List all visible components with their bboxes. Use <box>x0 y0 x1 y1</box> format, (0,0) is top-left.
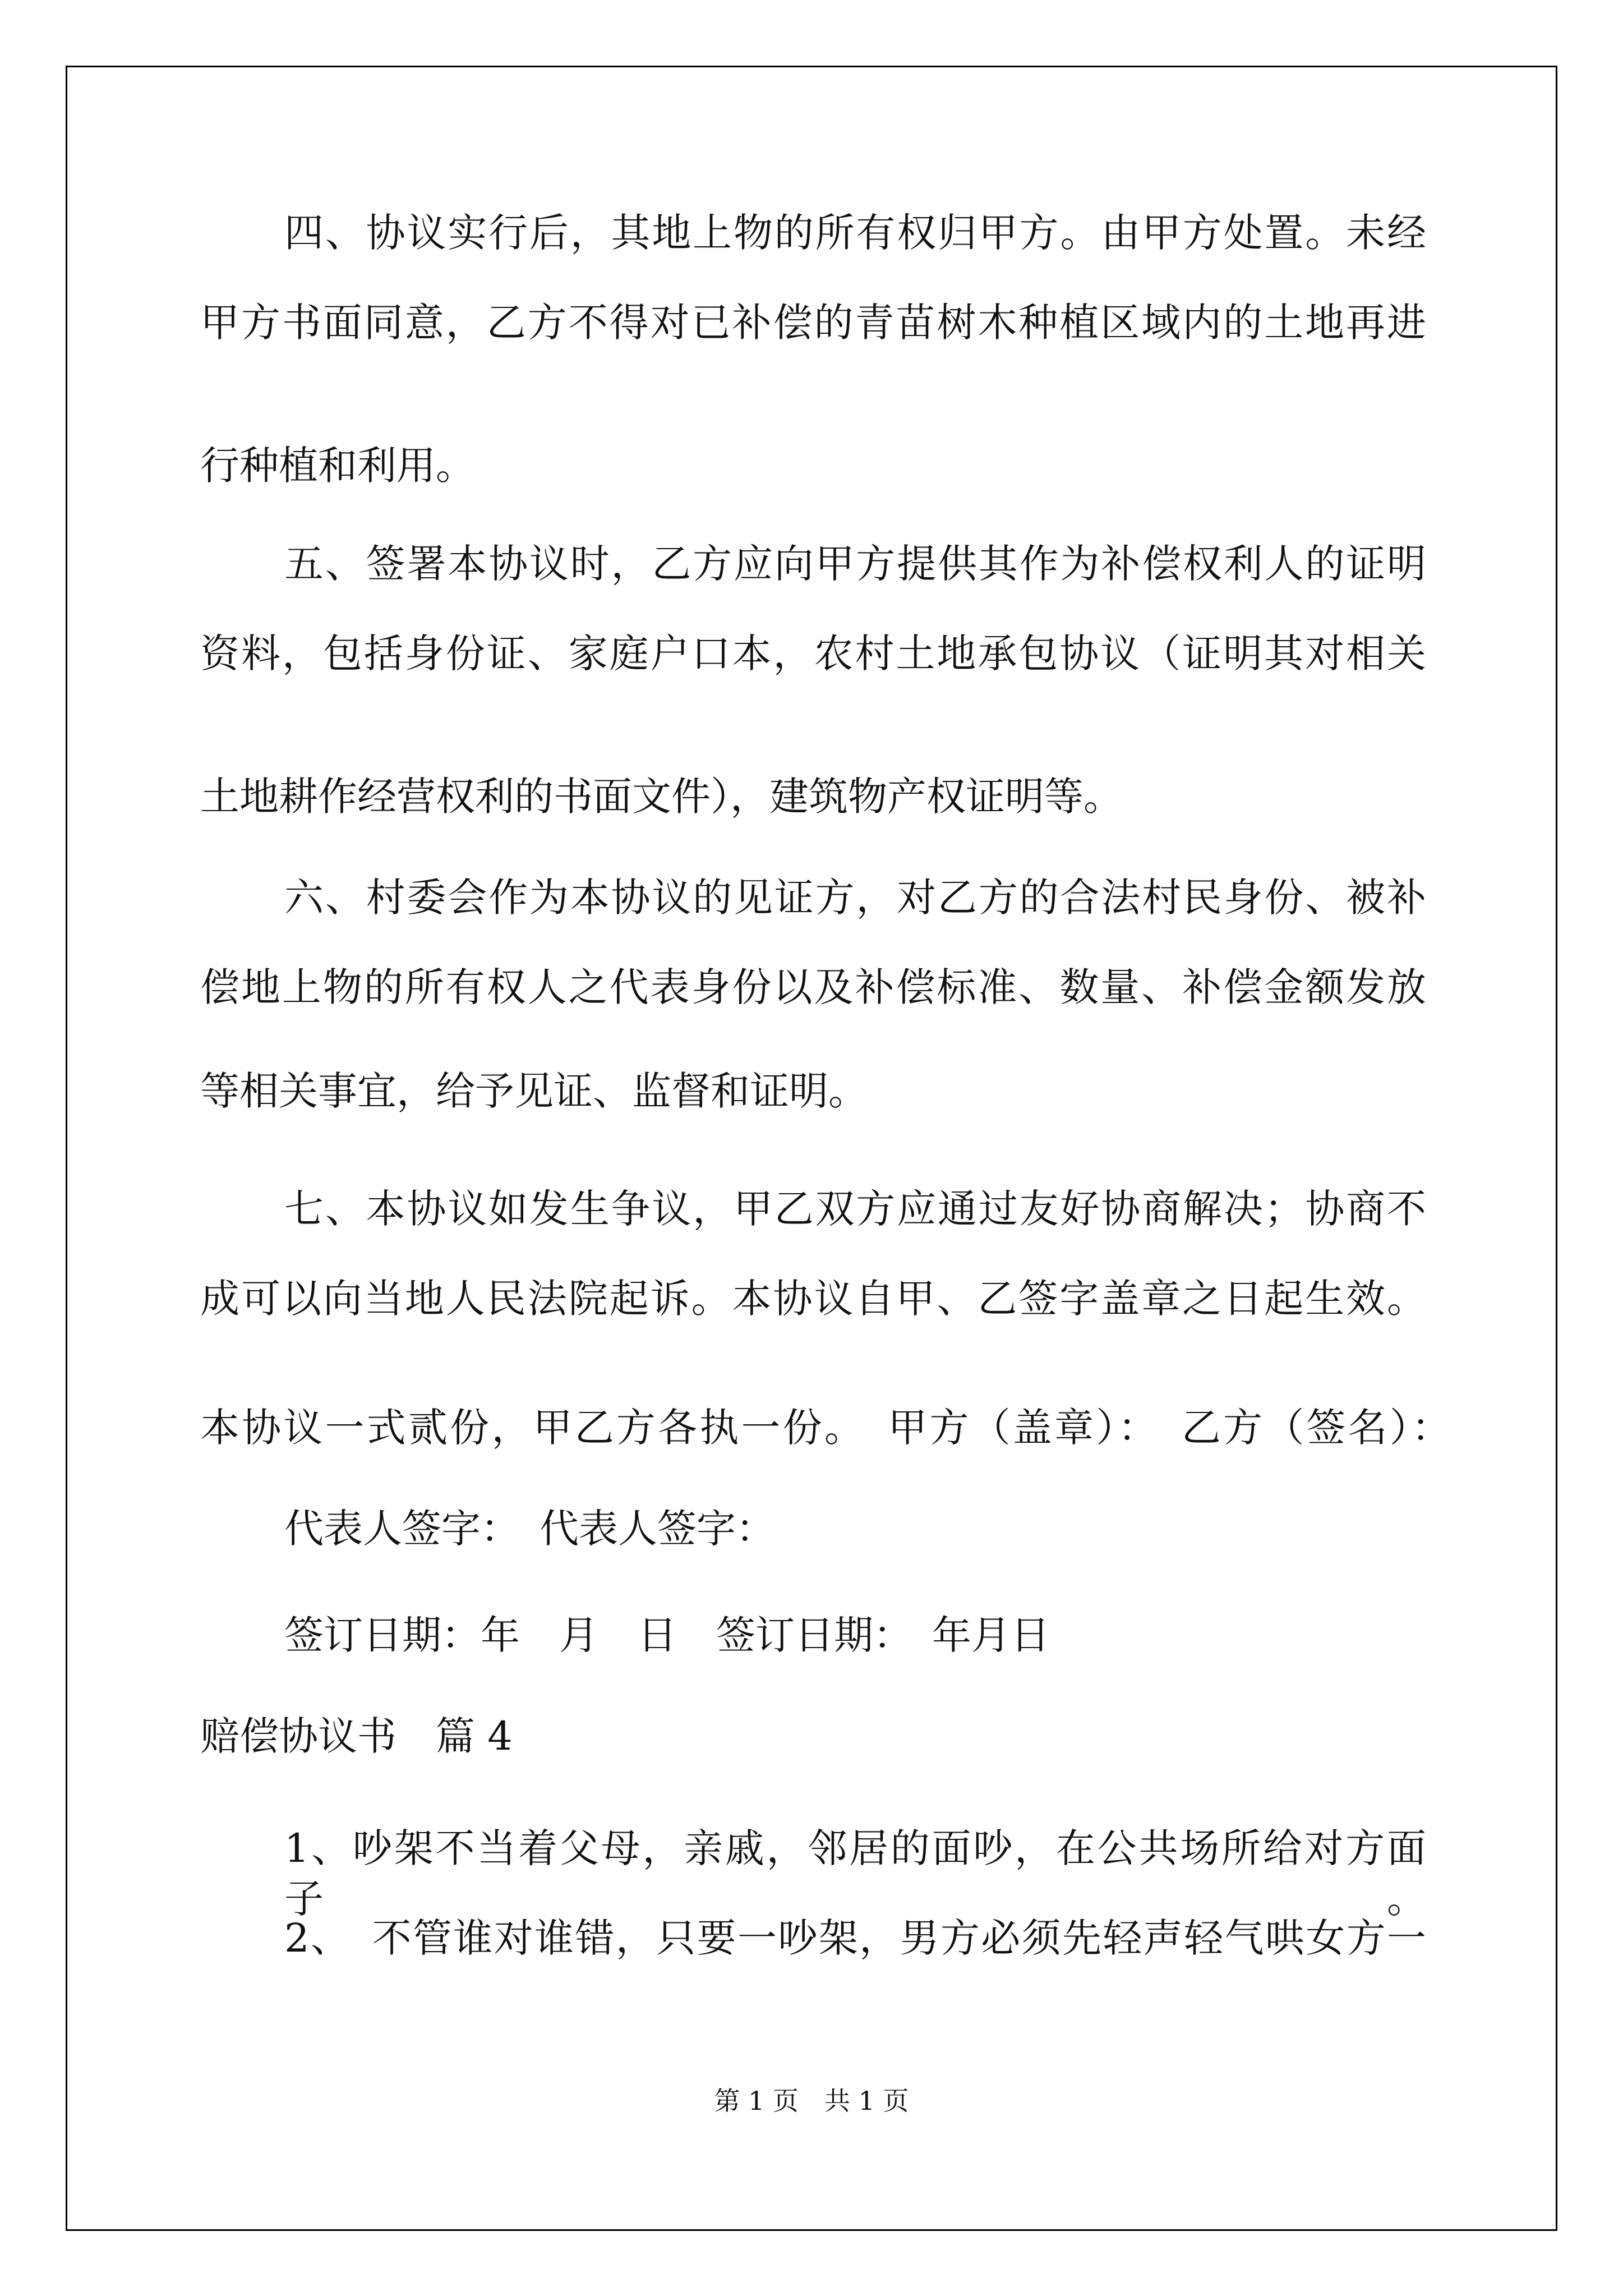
paragraph-4-line-2: 甲方书面同意，乙方不得对已补偿的青苗树木种植区域内的土地再进 <box>200 300 1426 346</box>
paragraph-4-line-3: 行种植和利用。 <box>200 443 475 489</box>
signature-parties-line: 本协议一式贰份，甲乙方各执一份。 甲方（盖章）： 乙方（签名）： <box>200 1405 1451 1451</box>
paragraph-7-line-2: 成可以向当地人民法院起诉。本协议自甲、乙签字盖章之日起生效。 <box>200 1276 1426 1322</box>
item-2-line: 2、 不管谁对谁错，只要一吵架，男方必须先轻声轻气哄女方一 <box>284 1915 1426 1961</box>
item-1-line: 1、吵架不当着父母，亲戚，邻居的面吵，在公共场所给对方面子。 <box>284 1825 1426 1922</box>
section-heading: 赔偿协议书 篇 4 <box>200 1713 513 1759</box>
paragraph-5-line-1: 五、签署本协议时，乙方应向甲方提供其作为补偿权利人的证明 <box>284 541 1426 587</box>
representative-signature-line: 代表人签字： 代表人签字： <box>284 1506 775 1552</box>
paragraph-6-line-3: 等相关事宜，给予见证、监督和证明。 <box>200 1068 868 1114</box>
paragraph-5-line-3: 土地耕作经营权利的书面文件），建筑物产权证明等。 <box>200 774 1123 820</box>
paragraph-5-line-2: 资料，包括身份证、家庭户口本，农村土地承包协议（证明其对相关 <box>200 631 1426 677</box>
paragraph-6-line-1: 六、村委会作为本协议的见证方，对乙方的合法村民身份、被补 <box>284 875 1426 921</box>
paragraph-7-line-1: 七、本协议如发生争议，甲乙双方应通过友好协商解决；协商不 <box>284 1186 1426 1232</box>
page-number-footer: 第 1 页 共 1 页 <box>714 2086 909 2116</box>
paragraph-4-line-1: 四、协议实行后，其地上物的所有权归甲方。由甲方处置。未经 <box>284 210 1426 256</box>
signing-date-line: 签订日期：年 月 日 签订日期： 年月日 <box>284 1612 1050 1658</box>
paragraph-6-line-2: 偿地上物的所有权人之代表身份以及补偿标准、数量、补偿金额发放 <box>200 964 1426 1010</box>
